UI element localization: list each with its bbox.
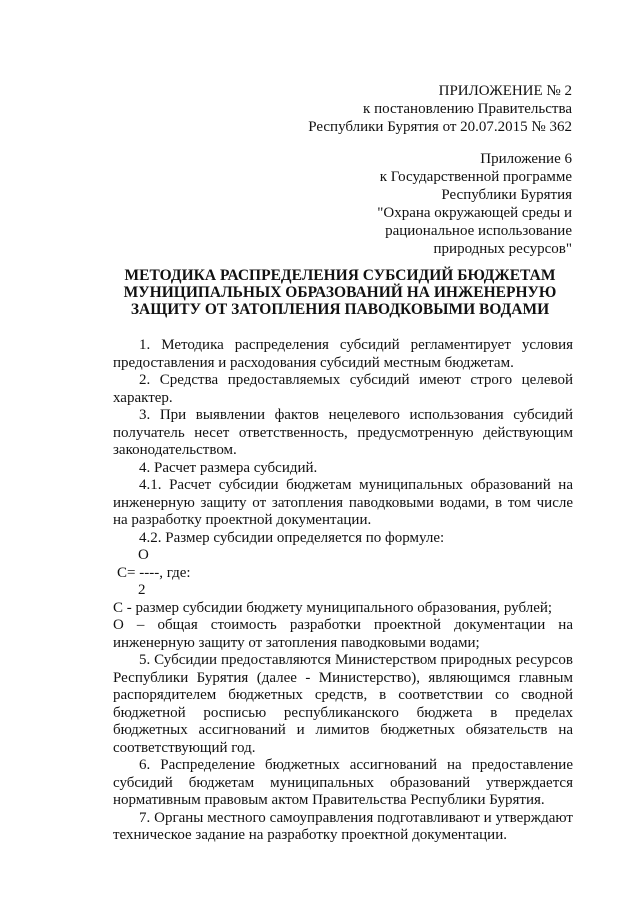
document-title-line: МЕТОДИКА РАСПРЕДЕЛЕНИЯ СУБСИДИЙ БЮДЖЕТАМ	[124, 267, 556, 284]
paragraph-4-2: 4.2. Размер субсидии определяется по формуле:	[139, 529, 445, 546]
program-header-line: Республики Бурятия	[441, 187, 572, 203]
formula-denominator: 2	[138, 582, 146, 598]
document-title-line: ЗАЩИТУ ОТ ЗАТОПЛЕНИЯ ПАВОДКОВЫМИ ВОДАМИ	[130, 301, 550, 318]
paragraph-6: 6. Распределение бюджетных ассигнований на предоставление субсидий бюджетам муниципальных образований утверждается нормативным правовым актом Правительства Республики Бурятия.	[113, 757, 573, 808]
paragraph-1: 1. Методика распределения субсидий регламентирует условия предоставления и расходования субсидий местным бюджетам.	[113, 337, 573, 371]
program-header-line: рациональное использование	[385, 223, 572, 239]
program-header	[377, 150, 572, 258]
appendix-header	[308, 82, 572, 136]
appendix-header-line: ПРИЛОЖЕНИЕ № 2	[438, 83, 572, 99]
paragraph-4: 4. Расчет размера субсидий.	[139, 459, 318, 476]
program-header-line: природных ресурсов"	[433, 241, 572, 257]
appendix-header-line: Республики Бурятия от 20.07.2015 № 362	[308, 119, 572, 135]
paragraph-2: 2. Средства предоставляемых субсидий имеют строго целевой характер.	[113, 372, 573, 406]
program-header-line: "Охрана окружающей среды и	[377, 205, 572, 221]
formula-equation: С= ----, где:	[117, 564, 191, 581]
paragraph-7: 7. Органы местного самоуправления подготавливают и утверждают техническое задание на разработку проектной документации.	[113, 809, 573, 843]
program-header-line: Приложение 6	[480, 151, 572, 167]
paragraph-4-1: 4.1. Расчет субсидии бюджетам муниципальных образований на инженерную защиту от затопления паводковыми водами, в том числе на разработку проектной документации.	[113, 477, 573, 528]
document-title-line: МУНИЦИПАЛЬНЫХ ОБРАЗОВАНИЙ НА ИНЖЕНЕРНУЮ	[123, 284, 557, 301]
definition-c: С - размер субсидии бюджету муниципального образования, рублей;	[113, 599, 553, 616]
paragraph-5: 5. Субсидии предоставляются Министерством природных ресурсов Республики Бурятия (далее - Министерство), являющимся главным распорядителем бюджетных средств, в соответствии со сводной бюджетной росписью республиканского бюджета в пределах бюджетных ассигнований и лимитов бюджетных обязательств на соответствующий год.	[113, 652, 573, 756]
subsidy-formula	[113, 547, 573, 600]
formula-numerator: О	[138, 547, 149, 563]
paragraph-3: 3. При выявлении фактов нецелевого использования субсидий получатель несет ответственность, предусмотренную действующим законодательством.	[113, 407, 573, 458]
appendix-header-line: к постановлению Правительства	[363, 101, 572, 117]
document-title	[100, 267, 580, 318]
definition-o: О – общая стоимость разработки проектной документации на инженерную защиту от затопления паводковыми водами;	[113, 617, 573, 651]
program-header-line: к Государственной программе	[379, 169, 572, 185]
document-body	[113, 337, 573, 845]
